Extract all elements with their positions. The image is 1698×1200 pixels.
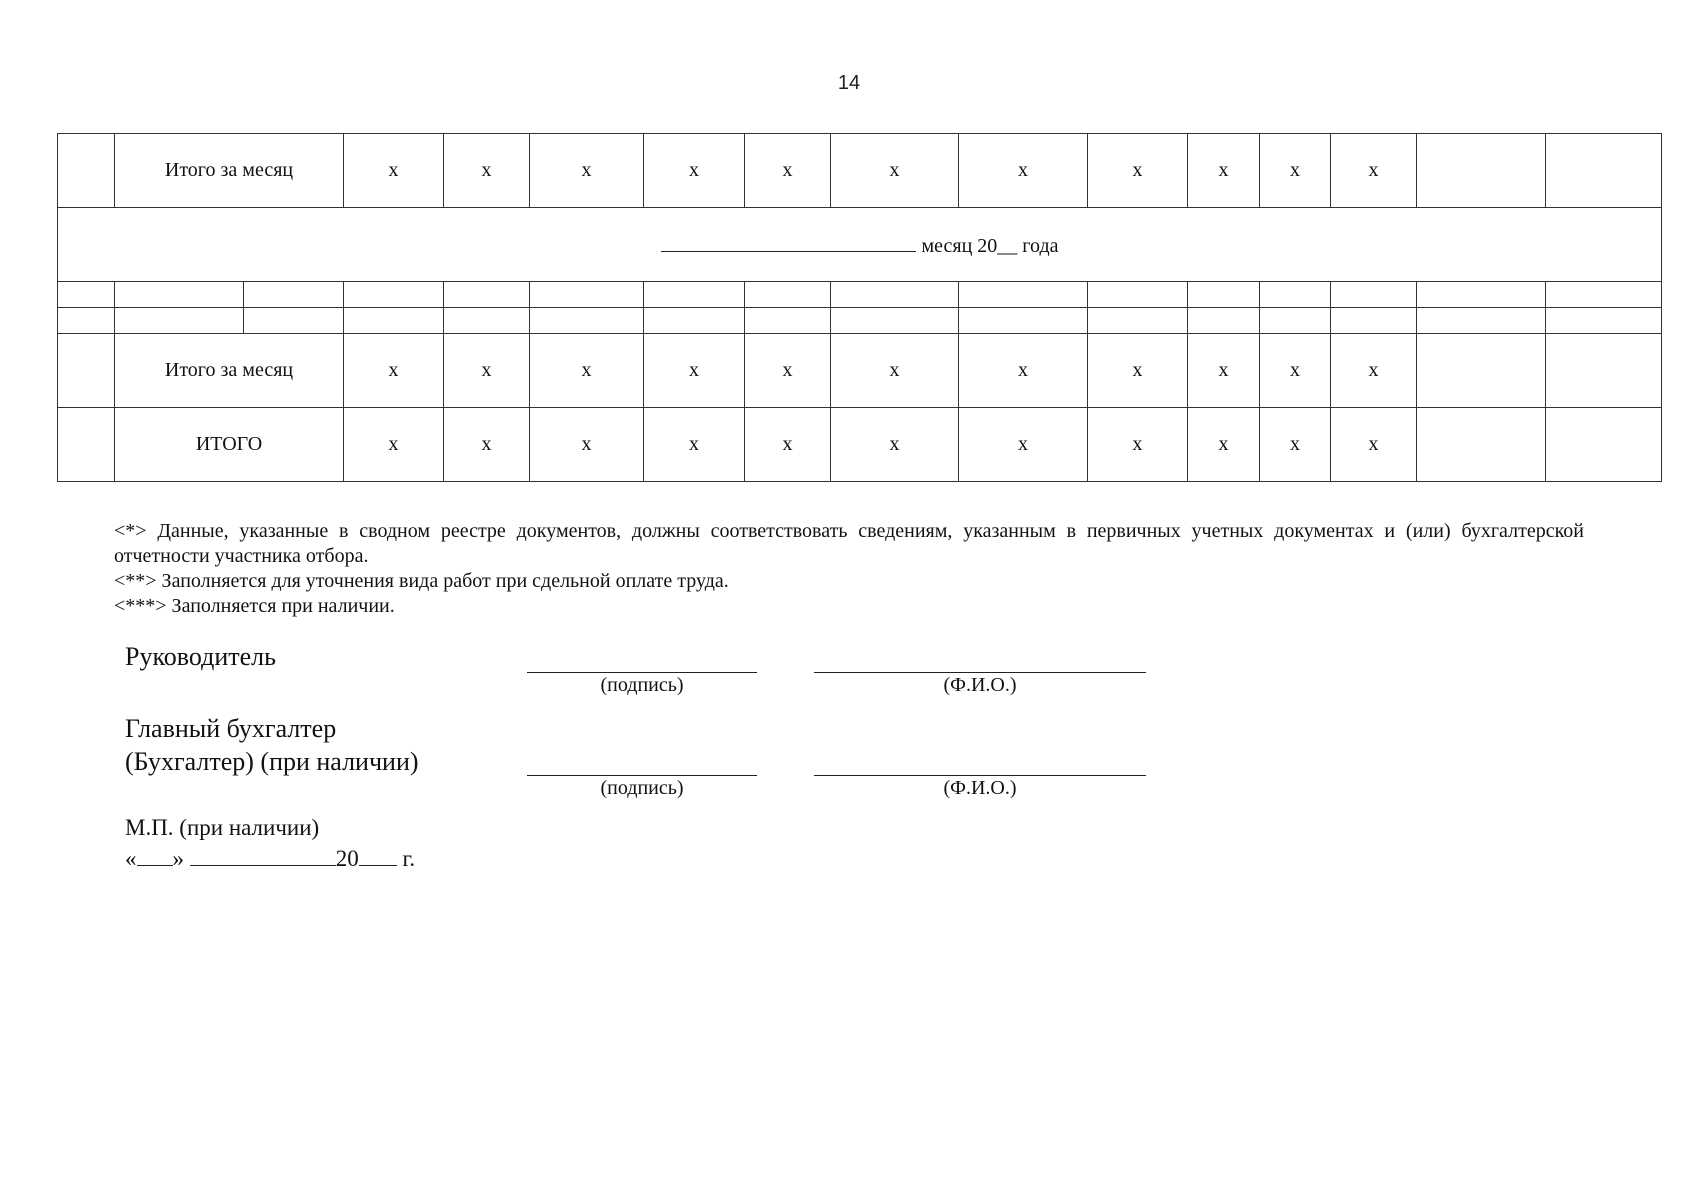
value-cell	[1417, 408, 1546, 482]
footnote-3: <***> Заполняется при наличии.	[114, 595, 395, 617]
chief-signature-caption: (подпись)	[600, 777, 684, 799]
x-mark-cell: x	[1188, 408, 1260, 482]
empty-cell	[58, 308, 115, 334]
head-label: Руководитель	[125, 642, 276, 671]
x-mark-cell: x	[1260, 408, 1331, 482]
x-mark-cell: x	[530, 134, 644, 208]
day-blank	[137, 845, 173, 866]
footnote-2: <**> Заполняется для уточнения вида работ при сдельной оплате труда.	[114, 570, 729, 592]
page-number: 14	[837, 72, 861, 94]
value-cell	[1546, 334, 1662, 408]
month-total-label: Итого за месяц	[115, 134, 344, 208]
empty-cell	[644, 282, 745, 308]
x-mark-cell: x	[959, 134, 1088, 208]
empty-cell	[1188, 282, 1260, 308]
chief-accountant-label	[125, 712, 419, 778]
month-section-suffix: месяц 20__ года	[921, 235, 1059, 257]
chief-name-line	[814, 775, 1146, 776]
x-mark-cell: x	[644, 134, 745, 208]
empty-cell	[344, 308, 444, 334]
x-mark-cell: x	[831, 134, 959, 208]
table-row	[58, 308, 1662, 334]
x-mark-cell: x	[1331, 334, 1417, 408]
head-name-caption: (Ф.И.О.)	[943, 674, 1017, 696]
x-mark-cell: x	[644, 334, 745, 408]
value-cell	[1417, 134, 1546, 208]
x-mark-cell: x	[444, 334, 530, 408]
x-mark-cell: x	[344, 334, 444, 408]
empty-cell	[444, 282, 530, 308]
value-cell	[1546, 408, 1662, 482]
value-cell	[1417, 334, 1546, 408]
month-blank	[190, 845, 336, 866]
date-suffix: г.	[402, 846, 416, 871]
stamp-label: М.П. (при наличии)	[125, 815, 320, 840]
x-mark-cell: x	[1260, 134, 1331, 208]
x-mark-cell: x	[1331, 408, 1417, 482]
empty-cell	[1417, 282, 1546, 308]
empty-cell	[959, 308, 1088, 334]
head-signature-line	[527, 672, 757, 673]
month-total-label: Итого за месяц	[115, 334, 344, 408]
x-mark-cell: x	[344, 408, 444, 482]
empty-cell	[1088, 282, 1188, 308]
chief-accountant-line1: Главный бухгалтер	[125, 714, 337, 743]
empty-cell	[115, 308, 244, 334]
x-mark-cell: x	[1188, 134, 1260, 208]
empty-cell	[831, 282, 959, 308]
empty-cell	[1417, 308, 1546, 334]
empty-cell	[745, 282, 831, 308]
month-section-row	[58, 208, 1662, 282]
empty-cell	[530, 282, 644, 308]
x-mark-cell: x	[444, 408, 530, 482]
x-mark-cell: x	[1088, 408, 1188, 482]
empty-cell	[244, 308, 344, 334]
empty-cell	[1546, 282, 1662, 308]
x-mark-cell: x	[1088, 334, 1188, 408]
date-open-quote: «	[125, 846, 137, 871]
empty-cell	[115, 282, 244, 308]
x-mark-cell: x	[745, 134, 831, 208]
month-total-row	[58, 134, 1662, 208]
empty-cell	[1331, 282, 1417, 308]
empty-cell	[244, 282, 344, 308]
row-number-cell	[58, 334, 115, 408]
x-mark-cell: x	[745, 334, 831, 408]
empty-cell	[1188, 308, 1260, 334]
x-mark-cell: x	[831, 408, 959, 482]
grand-total-row	[58, 408, 1662, 482]
month-section-title	[58, 208, 1662, 282]
empty-cell	[644, 308, 745, 334]
empty-cell	[58, 282, 115, 308]
x-mark-cell: x	[530, 408, 644, 482]
empty-cell	[344, 282, 444, 308]
x-mark-cell: x	[831, 334, 959, 408]
empty-cell	[1546, 308, 1662, 334]
x-mark-cell: x	[1088, 134, 1188, 208]
chief-name-caption: (Ф.И.О.)	[943, 777, 1017, 799]
empty-cell	[1260, 282, 1331, 308]
empty-cell	[1088, 308, 1188, 334]
empty-cell	[1260, 308, 1331, 334]
x-mark-cell: x	[1260, 334, 1331, 408]
footnotes	[114, 519, 1584, 619]
month-blank-line	[661, 231, 916, 252]
date-line	[125, 843, 415, 874]
summary-table	[57, 133, 1662, 482]
x-mark-cell: x	[1188, 334, 1260, 408]
x-mark-cell: x	[444, 134, 530, 208]
row-number-cell	[58, 134, 115, 208]
empty-cell	[1331, 308, 1417, 334]
chief-accountant-line2: (Бухгалтер) (при наличии)	[125, 747, 419, 776]
chief-signature-line	[527, 775, 757, 776]
date-close-quote: »	[172, 846, 184, 871]
x-mark-cell: x	[959, 334, 1088, 408]
x-mark-cell: x	[644, 408, 745, 482]
stamp-block	[125, 812, 415, 874]
year-blank	[359, 845, 397, 866]
footnote-1: <*> Данные, указанные в сводном реестре документов, должны соответствовать сведениям, указанным в первичных учетных документах и (или) бухгалтерской отчетности участника отбора.	[114, 520, 1584, 567]
value-cell	[1546, 134, 1662, 208]
x-mark-cell: x	[530, 334, 644, 408]
grand-total-label: ИТОГО	[115, 408, 344, 482]
row-number-cell	[58, 408, 115, 482]
head-name-line	[814, 672, 1146, 673]
empty-cell	[444, 308, 530, 334]
table-row	[58, 282, 1662, 308]
empty-cell	[745, 308, 831, 334]
x-mark-cell: x	[745, 408, 831, 482]
empty-cell	[530, 308, 644, 334]
date-year-prefix: 20	[335, 846, 359, 871]
head-signature-caption: (подпись)	[600, 674, 684, 696]
x-mark-cell: x	[959, 408, 1088, 482]
empty-cell	[831, 308, 959, 334]
x-mark-cell: x	[1331, 134, 1417, 208]
x-mark-cell: x	[344, 134, 444, 208]
month-total-row	[58, 334, 1662, 408]
empty-cell	[959, 282, 1088, 308]
